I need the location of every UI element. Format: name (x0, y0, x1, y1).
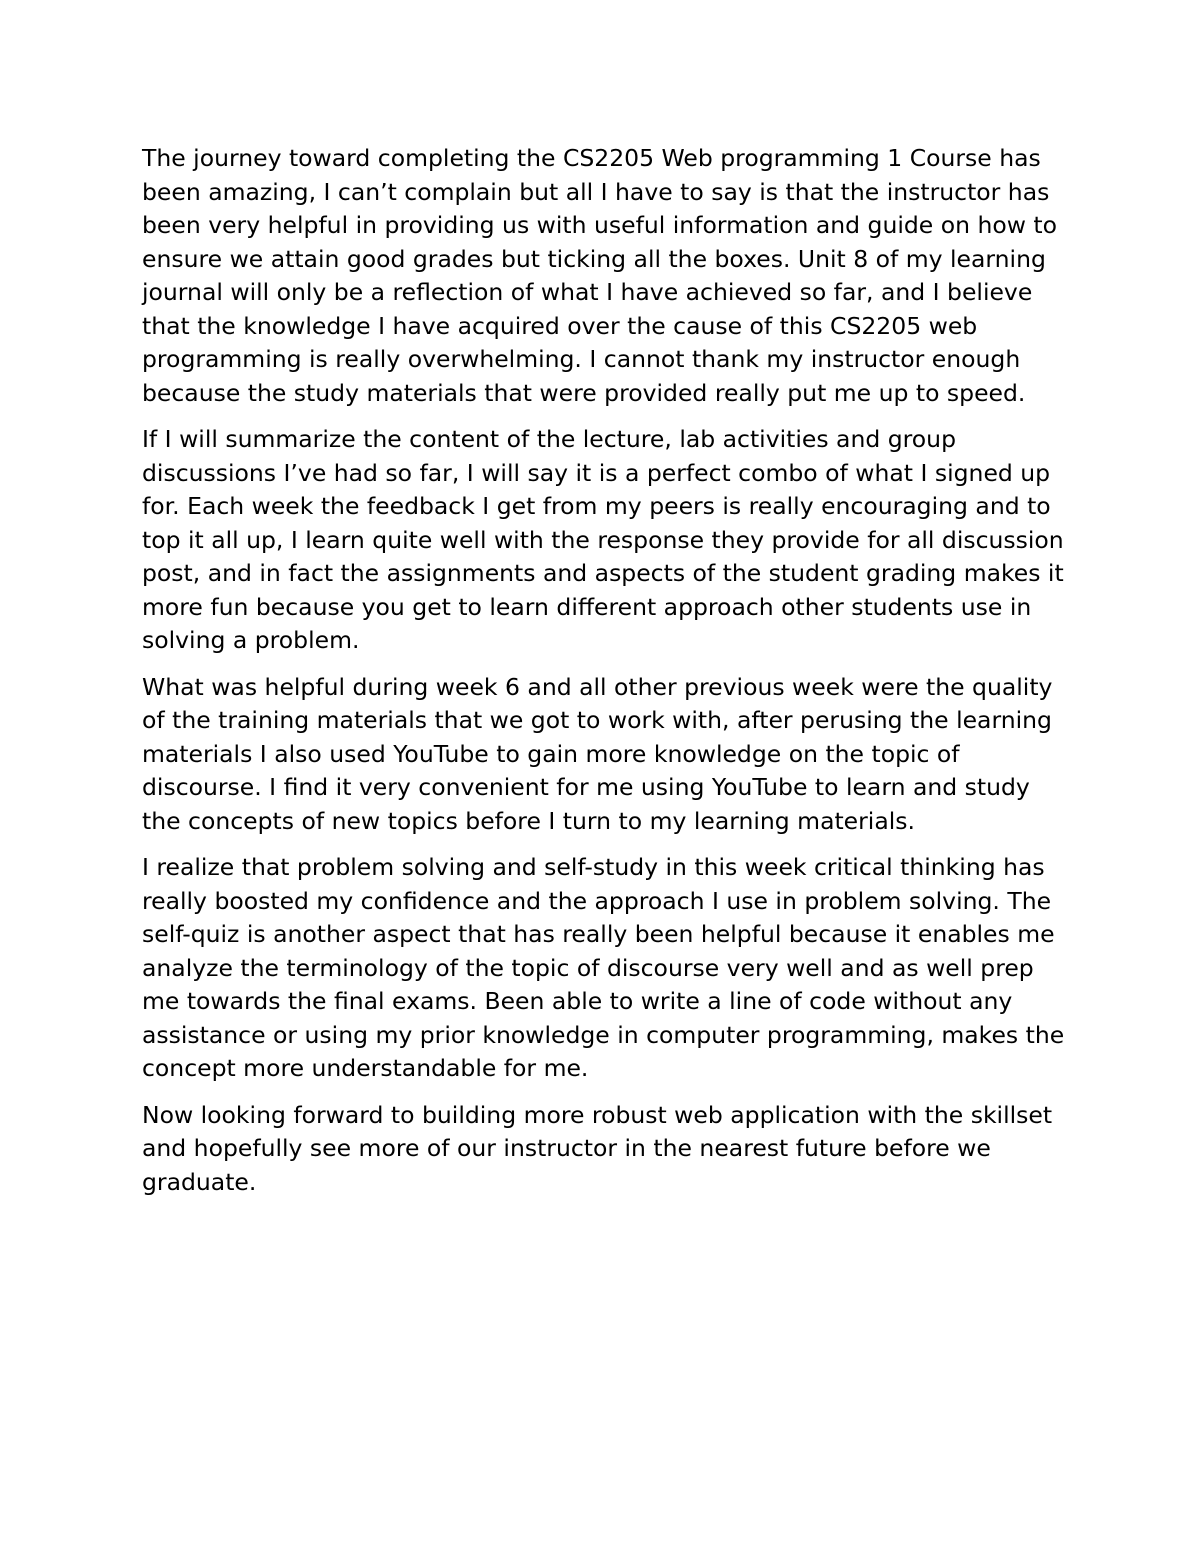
paragraph-5: Now looking forward to building more robust web application with the skillset and hopefully see more of our instructor in the nearest future before we graduate. (142, 1100, 1053, 1196)
paragraph-1: The journey toward completing the CS2205 Web programming 1 Course has been amazing, I can’t complain but all I have to say is that the instructor has been very helpful in providing us with useful information and guide on how to ensure we attain good grades but ticking all the boxes. Unit 8 of my learning journal will only be a reflection of what I have achieved so far, and I believe that the knowledge I have acquired over the cause of this CS2205 web programming is really overwhelming. I cannot thank my instructor enough because the study materials that were provided really put me up to speed. (142, 144, 1058, 407)
paragraph-3: What was helpful during week 6 and all other previous week were the quality of the training materials that we got to work with, after perusing the learning materials I also used YouTube to gain more knowledge on the topic of discourse. I find it very convenient for me using YouTube to learn and study the concepts of new topics before I turn to my learning materials. (142, 672, 1053, 835)
paragraph-4: I realize that problem solving and self-study in this week critical thinking has really boosted my confidence and the approach I use in problem solving. The self-quiz is another aspect that has really been helpful because it enables me analyze the terminology of the topic of discourse very well and as well prep me towards the final exams. Been able to write a line of code without any assistance or using my prior knowledge in computer programming, makes the concept more understandable for me. (142, 853, 1065, 1082)
paragraph-2: If I will summarize the content of the lecture, lab activities and group discussions I’ve had so far, I will say it is a perfect combo of what I signed up for. Each week the feedback I get from my peers is really encouraging and to top it all up, I learn quite well with the response they provide for all discussion post, and in fact the assignments and aspects of the student grading makes it more fun because you get to learn different approach other students use in solving a problem. (142, 425, 1064, 654)
document-body (142, 142, 1067, 1212)
